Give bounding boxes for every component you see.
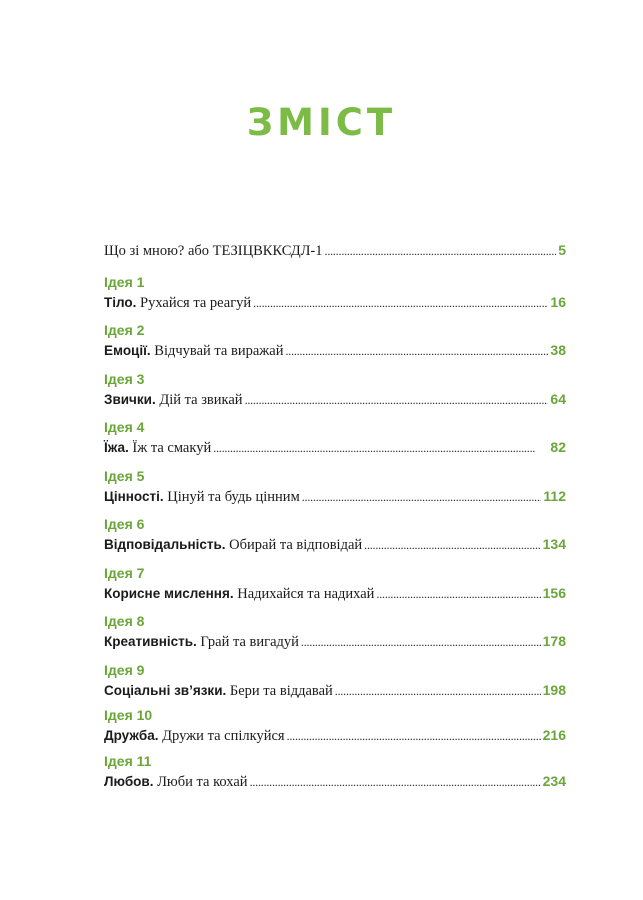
toc-page-number: 5 [558, 242, 566, 258]
toc-entry-heading: Тіло. [104, 295, 137, 310]
idea-label: Ідея 5 [104, 468, 145, 484]
dot-leader [287, 726, 541, 746]
dot-leader [302, 487, 542, 507]
toc-page-number: 198 [542, 682, 566, 698]
idea-label: Ідея 6 [104, 516, 145, 532]
dot-leader [376, 584, 540, 604]
toc-entry-heading: Креативність. [104, 634, 197, 649]
toc-entry-heading: Емоції. [104, 343, 151, 358]
toc-page-number: 112 [543, 488, 566, 504]
idea-label: Ідея 10 [104, 707, 153, 723]
toc-entry-heading: Корисне мислення. [104, 586, 234, 601]
dot-leader [325, 241, 557, 261]
toc-entry-subtitle: Грай та вигадуй [196, 634, 299, 650]
idea-label: Ідея 1 [104, 274, 145, 290]
idea-label: Ідея 7 [104, 565, 145, 581]
toc-entry-heading: Любов. [104, 774, 154, 789]
toc-entry-subtitle: Відчувай та виражай [150, 343, 284, 359]
toc-entry-intro[interactable] [104, 240, 566, 260]
toc-entry-subtitle: Люби та кохай [153, 774, 248, 790]
dot-leader [364, 535, 541, 555]
toc-entry-subtitle: Бери та віддавай [226, 683, 333, 699]
dot-leader [335, 681, 541, 701]
toc-page-number: 178 [542, 633, 566, 649]
toc-entry-idea-10[interactable] [104, 705, 566, 745]
toc-entry-heading: Відповідальність. [104, 537, 226, 552]
toc-entry-idea-9[interactable] [104, 660, 566, 700]
toc-entry-idea-4[interactable] [104, 417, 566, 457]
toc-entry-subtitle: Обирай та відповідай [225, 537, 363, 553]
toc-entry-idea-1[interactable] [104, 272, 566, 312]
toc-entry-idea-3[interactable] [104, 369, 566, 409]
idea-label: Ідея 4 [104, 419, 145, 435]
toc-entry-idea-6[interactable] [104, 514, 566, 554]
toc-page-number: 134 [542, 536, 566, 552]
toc-entry-idea-11[interactable] [104, 751, 566, 791]
dot-leader [253, 293, 548, 313]
idea-label: Ідея 3 [104, 371, 145, 387]
toc-page-number: 16 [550, 294, 566, 310]
idea-label: Ідея 11 [104, 753, 152, 769]
idea-label: Ідея 8 [104, 613, 145, 629]
dot-leader [301, 632, 541, 652]
toc-entry-title: Що зі мною? або ТЕЗІЦВККСДЛ-1 [104, 243, 323, 259]
toc-entry-idea-8[interactable] [104, 611, 566, 651]
idea-label: Ідея 9 [104, 662, 145, 678]
toc-entry-heading: Цінності. [104, 489, 164, 504]
toc-entry-heading: Їжа. [104, 440, 129, 455]
toc-entry-subtitle: Дружи та спілкуйся [158, 728, 285, 744]
toc-entry-subtitle: Дій та звикай [155, 392, 243, 408]
toc-entry-idea-2[interactable] [104, 320, 566, 360]
toc-entry-subtitle: Рухайся та реагуй [136, 295, 252, 311]
idea-label: Ідея 2 [104, 322, 145, 338]
toc-page-number: 82 [550, 439, 566, 455]
toc-entry-subtitle: Їж та смакуй [128, 440, 212, 456]
toc-page-number: 234 [542, 773, 566, 789]
toc-entry-idea-7[interactable] [104, 563, 566, 603]
toc-entry-heading: Звички. [104, 392, 156, 407]
toc-page-number: 64 [550, 391, 566, 407]
toc-entry-subtitle: Цінуй та будь цінним [163, 489, 300, 505]
dot-leader [213, 438, 548, 458]
toc-entry-heading: Дружба. [104, 728, 159, 743]
dot-leader [250, 772, 541, 792]
page-title: ЗМІСТ [246, 101, 397, 144]
toc-page-number: 156 [542, 585, 566, 601]
toc-page-number: 216 [542, 727, 566, 743]
toc-page-number: 38 [550, 342, 566, 358]
toc-entry-idea-5[interactable] [104, 466, 566, 506]
dot-leader [245, 390, 549, 410]
toc-entry-heading: Соціальні зв’язки. [104, 683, 227, 698]
toc-entry-subtitle: Надихайся та надихай [233, 586, 375, 602]
dot-leader [285, 341, 548, 361]
